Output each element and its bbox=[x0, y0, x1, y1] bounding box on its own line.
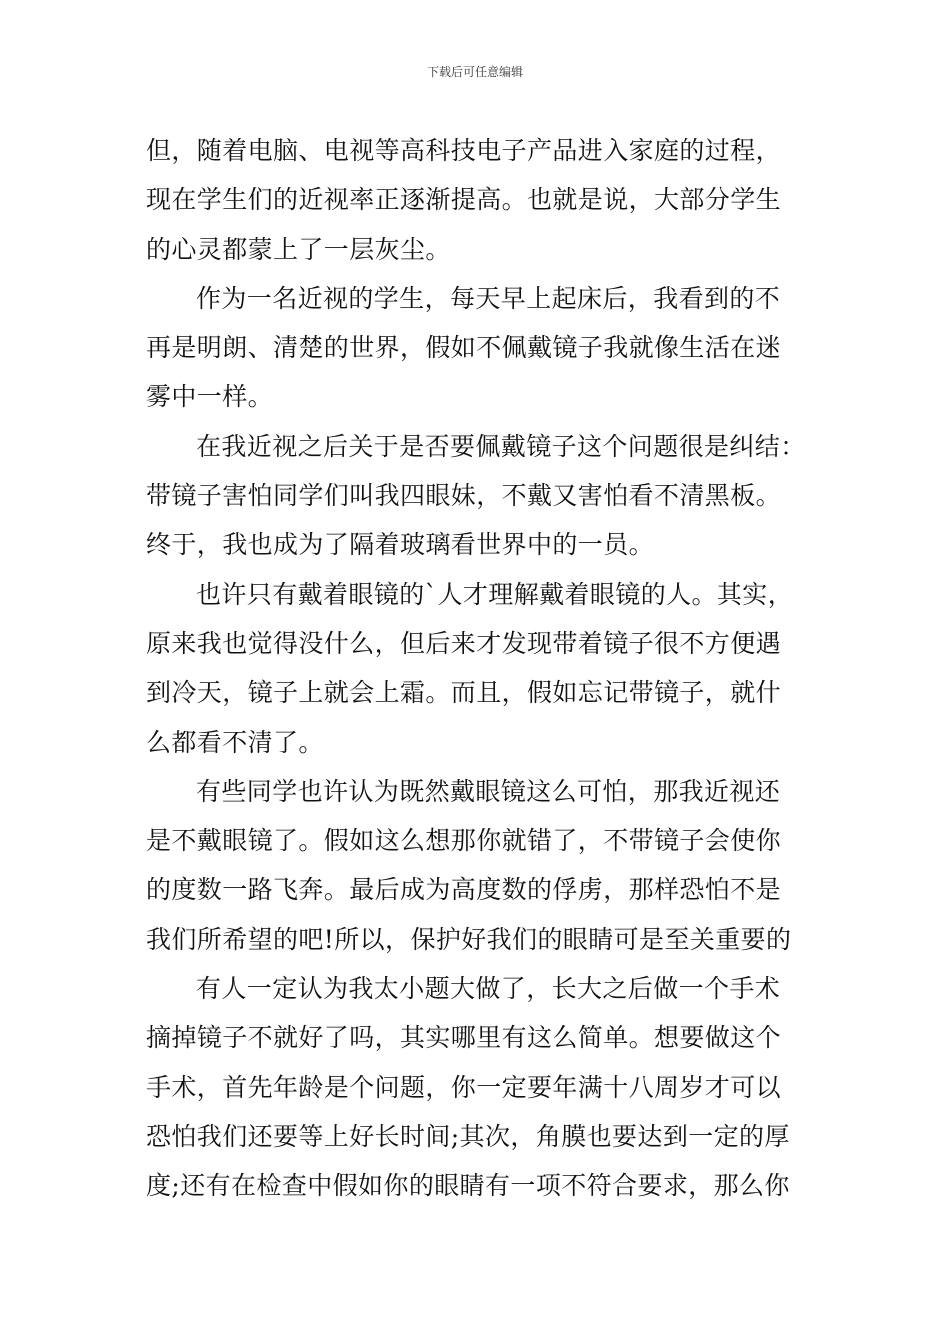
text-line: 摘掉镜子不就好了吗，其实哪里有这么简单。想要做这个 bbox=[146, 1023, 782, 1053]
text-line: 的心灵都蒙上了一层灰尘。 bbox=[146, 234, 451, 264]
text-line: 作为一名近视的学生，每天早上起床后，我看到的不 bbox=[196, 283, 781, 313]
text-line: 再是明朗、清楚的世界，假如不佩戴镜子我就像生活在迷 bbox=[146, 333, 782, 363]
paragraph bbox=[146, 274, 810, 422]
paragraph bbox=[146, 126, 810, 274]
paragraph bbox=[146, 767, 810, 964]
text-line: 原来我也觉得没什么，但后来才发现带着镜子很不方便遇 bbox=[146, 628, 782, 658]
paragraph bbox=[146, 570, 810, 767]
text-line: 是不戴眼镜了。假如这么想那你就错了，不带镜子会使你 bbox=[146, 826, 782, 856]
text-line: 雾中一样。 bbox=[146, 382, 274, 412]
text-line: 度;还有在检查中假如你的眼睛有一项不符合要求，那么你 bbox=[146, 1171, 790, 1201]
text-line: 现在学生们的近视率正逐渐提高。也就是说，大部分学生 bbox=[146, 185, 782, 215]
document-body bbox=[146, 126, 810, 1211]
text-line: 也许只有戴着眼镜的`人才理解戴着眼镜的人。其实， bbox=[196, 579, 794, 609]
text-line: 么都看不清了。 bbox=[146, 727, 324, 757]
text-line: 的度数一路飞奔。最后成为高度数的俘虏，那样恐怕不是 bbox=[146, 875, 782, 905]
paragraph bbox=[146, 964, 810, 1210]
text-line: 手术，首先年龄是个问题，你一定要年满十八周岁才可以 bbox=[146, 1072, 782, 1102]
text-line: 有人一定认为我太小题大做了，长大之后做一个手术 bbox=[196, 974, 781, 1004]
text-line: 终于，我也成为了隔着玻璃看世界中的一员。 bbox=[146, 530, 655, 560]
text-line: 恐怕我们还要等上好长时间;其次，角膜也要达到一定的厚 bbox=[146, 1121, 790, 1151]
page-header: 下载后可任意编辑 bbox=[426, 65, 523, 79]
text-line: 有些同学也许认为既然戴眼镜这么可怕，那我近视还 bbox=[196, 776, 781, 806]
paragraph bbox=[146, 422, 810, 570]
text-line: 但，随着电脑、电视等高科技电子产品进入家庭的过程， bbox=[146, 136, 782, 165]
text-line: 带镜子害怕同学们叫我四眼妹，不戴又害怕看不清黑板。 bbox=[146, 481, 782, 511]
text-line: 在我近视之后关于是否要佩戴镜子这个问题很是纠结： bbox=[196, 431, 806, 461]
text-line: 到冷天，镜子上就会上霜。而且，假如忘记带镜子，就什 bbox=[146, 678, 782, 708]
text-line: 我们所希望的吧!所以，保护好我们的眼睛可是至关重要的 bbox=[146, 924, 792, 954]
